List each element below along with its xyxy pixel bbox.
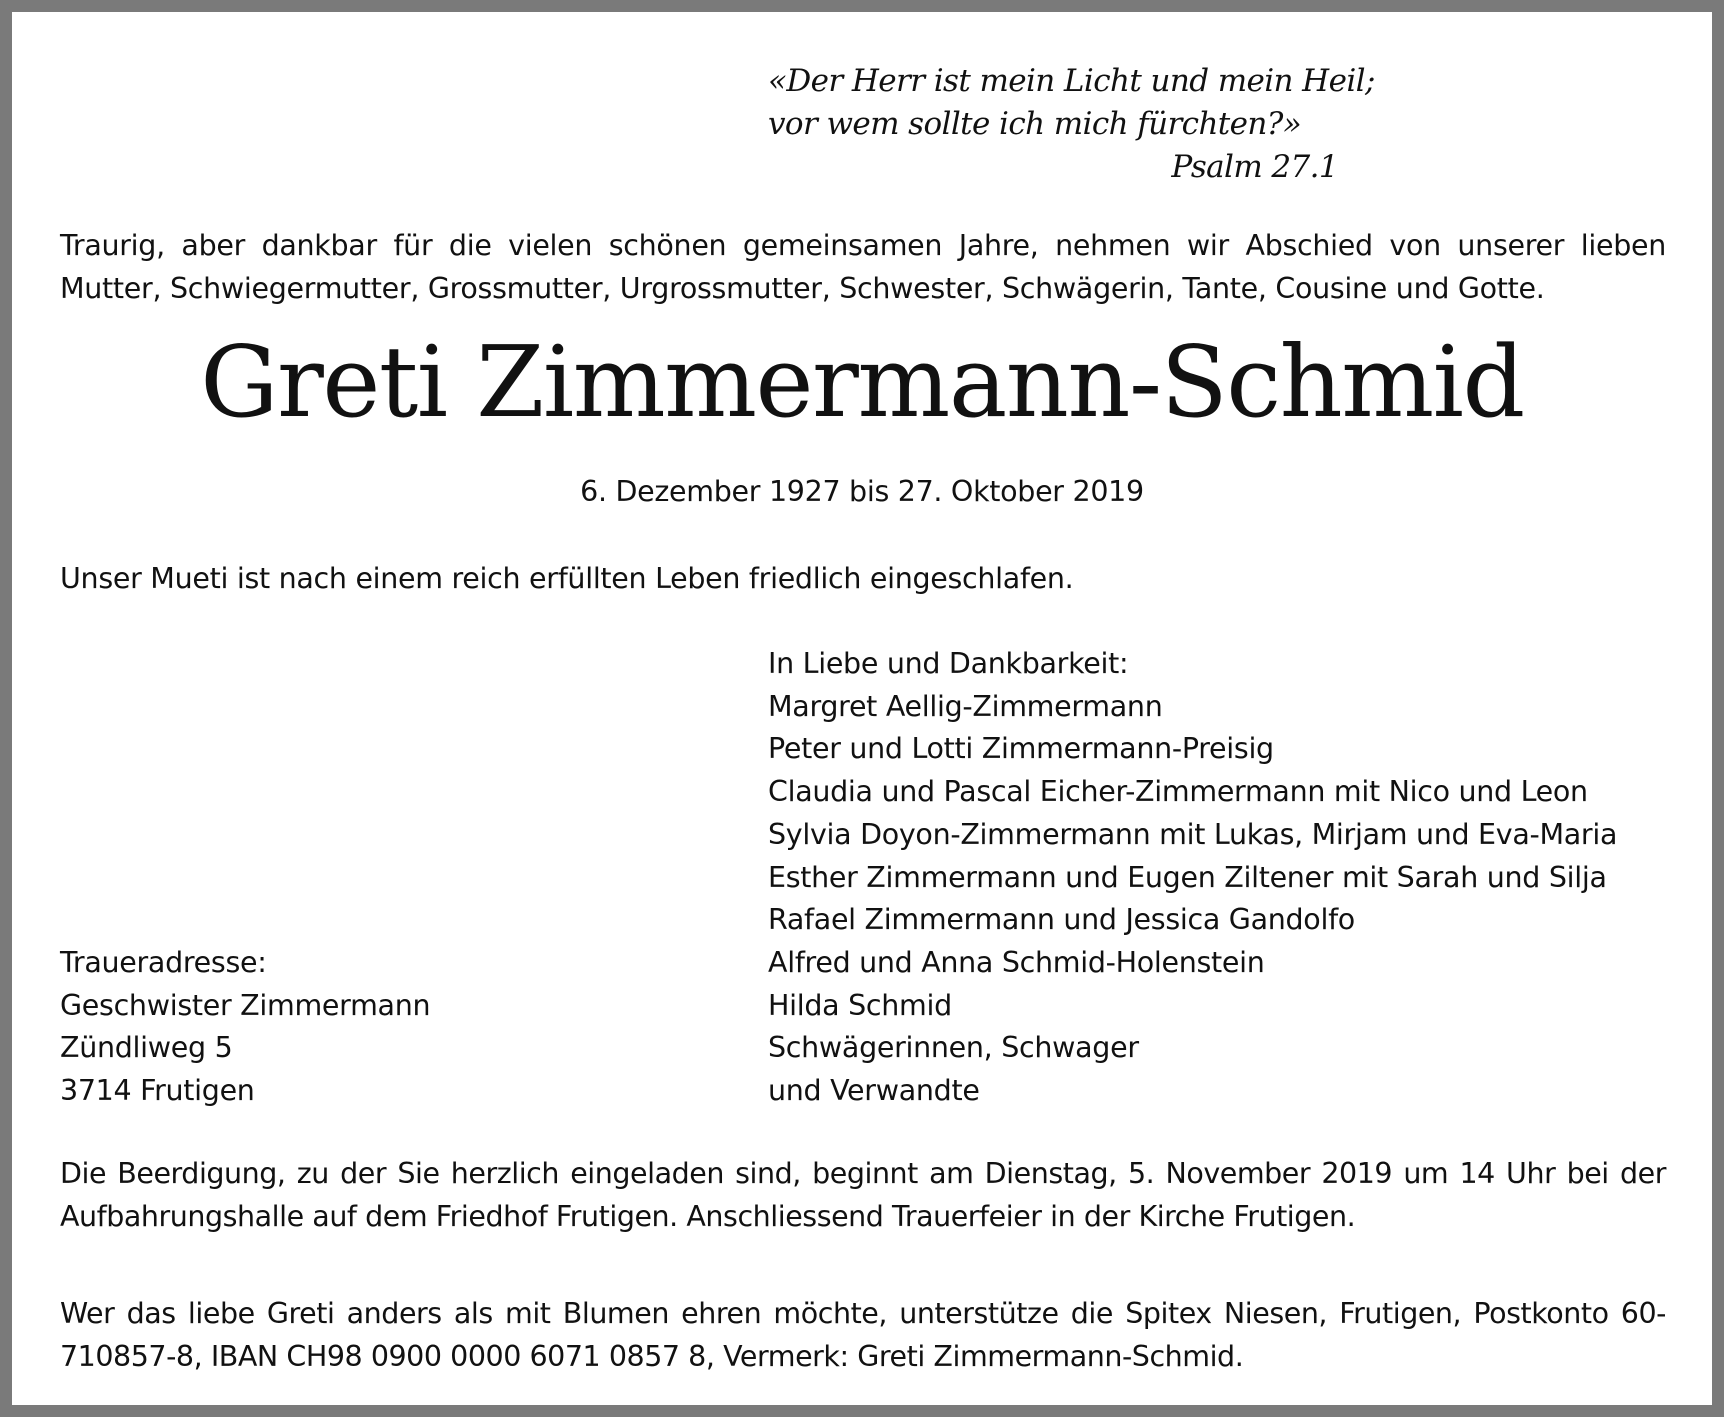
mourners-list <box>768 643 1668 1113</box>
donation-paragraph: Wer das liebe Greti anders als mit Blumen ehren möchte, unterstütze die Spitex Niesen, Frutigen, Postkonto 60-710857-8, IBAN CH98 0900 0000 6071 0857 8, Vermerk: Greti Zimmermann-Schmid. <box>60 1297 1666 1373</box>
address-name: Geschwister Zimmermann <box>60 988 431 1022</box>
verse-reference: Psalm 27.1 <box>1171 149 1338 185</box>
verse-line-2: vor wem sollte ich mich fürchten?» <box>768 106 1302 142</box>
mourner-name: Peter und Lotti Zimmermann-Preisig <box>768 732 1274 766</box>
mourner-name: Schwägerinnen, Schwager <box>768 1031 1139 1065</box>
bible-verse <box>768 60 1375 189</box>
funeral-paragraph: Die Beerdigung, zu der Sie herzlich eingeladen sind, beginnt am Dienstag, 5. November 2019 um 14 Uhr bei der Aufbahrungshalle auf dem Friedhof Frutigen. Anschliessend Trauerfeier in der Kirche Frutigen. <box>60 1157 1666 1233</box>
mourning-address <box>60 942 660 1113</box>
address-label: Traueradresse: <box>60 946 267 979</box>
deceased-name: Greti Zimmermann-Schmid <box>200 326 1524 440</box>
intro-paragraph: Traurig, aber dankbar für die vielen schönen gemeinsamen Jahre, nehmen wir Abschied von unserer lieben Mutter, Schwiegermutter, Grossmutter, Urgrossmutter, Schwester, Schwägerin, Tante, Cousine und Gotte. <box>60 229 1666 305</box>
mourner-name: Hilda Schmid <box>768 988 952 1022</box>
mourner-name: Rafael Zimmermann und Jessica Gandolfo <box>768 903 1355 937</box>
farewell-sentence: Unser Mueti ist nach einem reich erfüllten Leben friedlich eingeschlafen. <box>60 562 1074 595</box>
mourner-name: Esther Zimmermann und Eugen Ziltener mit Sarah und Silja <box>768 860 1607 894</box>
address-city: 3714 Frutigen <box>60 1074 255 1108</box>
mourner-name: Margret Aellig-Zimmermann <box>768 689 1163 723</box>
mourner-name: Claudia und Pascal Eicher-Zimmermann mit Nico und Leon <box>768 775 1588 809</box>
life-dates: 6. Dezember 1927 bis 27. Oktober 2019 <box>580 475 1144 508</box>
mourner-name: Sylvia Doyon-Zimmermann mit Lukas, Mirjam und Eva-Maria <box>768 817 1618 851</box>
address-street: Zündliweg 5 <box>60 1031 233 1065</box>
obituary-notice <box>12 12 1712 1405</box>
verse-line-1: «Der Herr ist mein Licht und mein Heil; <box>768 63 1375 99</box>
mourner-name: und Verwandte <box>768 1074 980 1108</box>
mourner-name: Alfred und Anna Schmid-Holenstein <box>768 945 1265 979</box>
mourners-heading: In Liebe und Dankbarkeit: <box>768 647 1129 680</box>
